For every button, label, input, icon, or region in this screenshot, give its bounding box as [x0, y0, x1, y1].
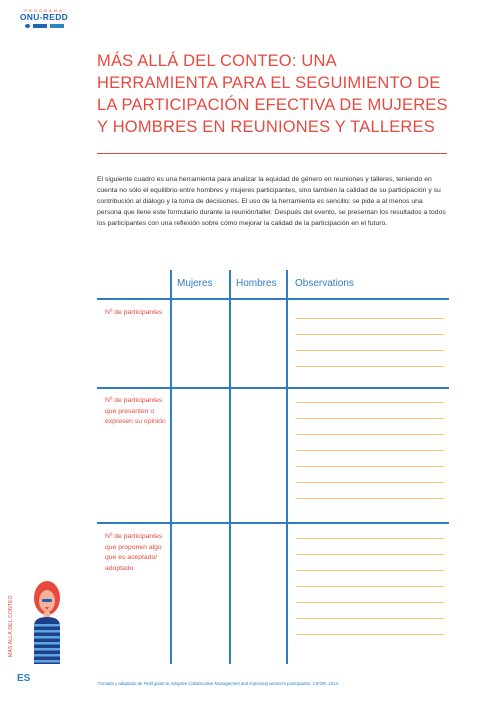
tracking-table: [97, 270, 449, 664]
observation-line[interactable]: [296, 318, 444, 319]
onu-redd-logo: [14, 8, 74, 28]
column-header-mujeres: Mujeres: [177, 278, 213, 289]
title-divider: [97, 153, 447, 154]
footnote-suffix: , CIFOR, 2014.: [310, 681, 340, 686]
observation-line[interactable]: [296, 434, 444, 435]
row-label-participantes: Nº de participantes: [105, 309, 163, 316]
observation-line[interactable]: [296, 482, 444, 483]
observation-line[interactable]: [296, 602, 444, 603]
partner-logos-icon: [14, 24, 74, 28]
observation-line[interactable]: [296, 570, 444, 571]
table-horizontal-line: [97, 298, 449, 300]
person-illustration: [28, 580, 66, 664]
observation-line[interactable]: [296, 350, 444, 351]
sidebar-section-label: MÁS ALLÁ DEL CONTEO: [8, 595, 14, 657]
observation-line[interactable]: [296, 450, 444, 451]
observation-line[interactable]: [296, 634, 444, 635]
row-label-propuestas: Nº de participantes que proponen algo que es aceptado/ adoptado: [105, 533, 163, 572]
language-code: ES: [17, 673, 31, 684]
footnote-prefix: *Tomado y adaptado de: [97, 681, 144, 686]
column-header-observations: Observations: [295, 278, 354, 289]
logo-main-text: ONU-REDD: [19, 12, 69, 22]
observation-line[interactable]: [296, 498, 444, 499]
observation-line[interactable]: [296, 466, 444, 467]
table-horizontal-line: [97, 387, 449, 389]
footnote-source-title: Field guide to Adaptive Collaborative Management and improving women's participation: [143, 681, 311, 686]
footnote: [97, 681, 447, 686]
observation-line[interactable]: [296, 554, 444, 555]
table-vertical-line: [170, 270, 172, 664]
row-label-opinion: Nº de participantes que presenten o expresen su opinión: [105, 397, 166, 425]
observation-line[interactable]: [296, 538, 444, 539]
table-vertical-line: [229, 270, 231, 664]
observation-line[interactable]: [296, 618, 444, 619]
column-header-hombres: Hombres: [236, 278, 277, 289]
table-horizontal-line: [97, 522, 449, 524]
observation-line[interactable]: [296, 586, 444, 587]
logo-small-text: PROGRAMA: [24, 8, 64, 13]
observation-line[interactable]: [296, 366, 444, 367]
observation-line[interactable]: [296, 402, 444, 403]
observation-line[interactable]: [296, 334, 444, 335]
page-title: MÁS ALLÁ DEL CONTEO: UNA HERRAMIENTA PARA EL SEGUIMIENTO DE LA PARTICIPACIÓN EFECTIVA DE MUJERES Y HOMBRES EN REUNIONES Y TALLERES: [97, 52, 448, 136]
intro-paragraph: El siguiente cuadro es una herramienta para analizar la equidad de género en reuniones y talleres, teniendo en cuenta no sólo el equilibrio entre hombres y mujeres participantes, sino también la calidad de su participación y su contribución al diálogo y la toma de decisiones. El uso de la herramienta es sencillo: se pide a al menos una persona que llene este formulario durante la reunión/taller. Después del evento, se presentan los resultados a todos los participantes con una reflexión sobre cómo mejorar la calidad de la participación en el futuro.: [97, 176, 446, 227]
observation-line[interactable]: [296, 418, 444, 419]
table-vertical-line: [286, 270, 288, 664]
